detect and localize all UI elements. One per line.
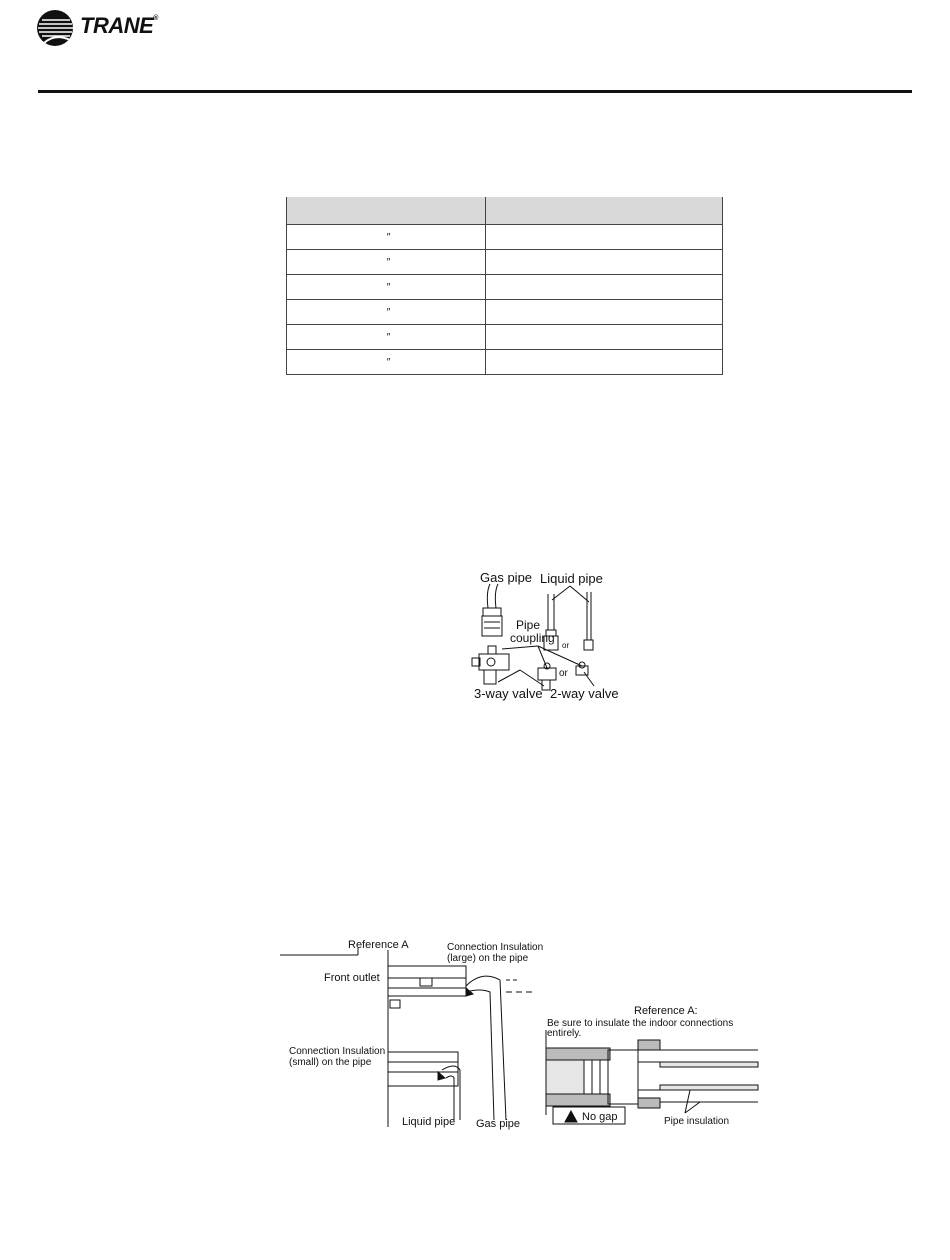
- liquid-pipe-label: Liquid pipe: [540, 571, 603, 586]
- connection-large-label-line1: Connection Insulation: [447, 942, 544, 953]
- two-way-valve-label: 2-way valve: [550, 686, 619, 701]
- table-header-cell: [486, 197, 723, 225]
- connection-large-label-line2: (large) on the pipe: [447, 953, 529, 964]
- no-gap-label: No gap: [582, 1111, 618, 1123]
- insulate-note-line2: entirely.: [547, 1028, 582, 1039]
- gas-pipe-label: Gas pipe: [480, 570, 533, 585]
- table-cell-value: [486, 300, 723, 325]
- table-cell-size: ″: [287, 300, 486, 325]
- reference-a-label: Reference A: [348, 939, 409, 951]
- table-cell-size: ″: [287, 250, 486, 275]
- table-row: [287, 250, 723, 275]
- table-cell-value: [486, 225, 723, 250]
- gas-pipe-label: Gas pipe: [476, 1118, 521, 1130]
- unit-outline-illustration: [280, 942, 758, 1127]
- connection-small-label-line2: (small) on the pipe: [289, 1057, 372, 1068]
- table-cell-value: [486, 275, 723, 300]
- or-label: or: [562, 641, 570, 650]
- reference-a-title: Reference A:: [634, 1005, 698, 1017]
- front-outlet-label: Front outlet: [324, 972, 380, 984]
- brand-wordmark: TRANE®: [80, 13, 158, 38]
- pipe-size-table: [286, 197, 723, 375]
- table-row: [287, 275, 723, 300]
- insulate-note-line1: Be sure to insulate the indoor connections: [547, 1018, 734, 1029]
- table-cell-value: [486, 350, 723, 375]
- or-label: or: [559, 668, 568, 679]
- table-row: [287, 325, 723, 350]
- connection-small-label-line1: Connection Insulation: [289, 1046, 386, 1057]
- insulation-figure: [270, 930, 770, 1130]
- pipe-insulation-label: Pipe insulation: [664, 1116, 730, 1127]
- table-header-row: [287, 197, 723, 225]
- table-cell-size: ″: [287, 225, 486, 250]
- liquid-pipe-label: Liquid pipe: [402, 1116, 456, 1128]
- trane-logo-icon: [36, 9, 74, 47]
- table-row: [287, 225, 723, 250]
- table-row: [287, 350, 723, 375]
- pipe-coupling-label-line2: coupling: [510, 631, 555, 645]
- table-cell-value: [486, 325, 723, 350]
- header-rule: [38, 90, 912, 93]
- table-header-cell: [287, 197, 486, 225]
- three-way-valve-label: 3-way valve: [474, 686, 543, 701]
- table-cell-value: [486, 250, 723, 275]
- page-header: [0, 0, 950, 95]
- table-cell-size: ″: [287, 275, 486, 300]
- valve-connection-figure: [462, 562, 642, 704]
- table-cell-size: ″: [287, 350, 486, 375]
- table-cell-size: ″: [287, 325, 486, 350]
- table-row: [287, 300, 723, 325]
- pipe-coupling-label-line1: Pipe: [516, 618, 541, 632]
